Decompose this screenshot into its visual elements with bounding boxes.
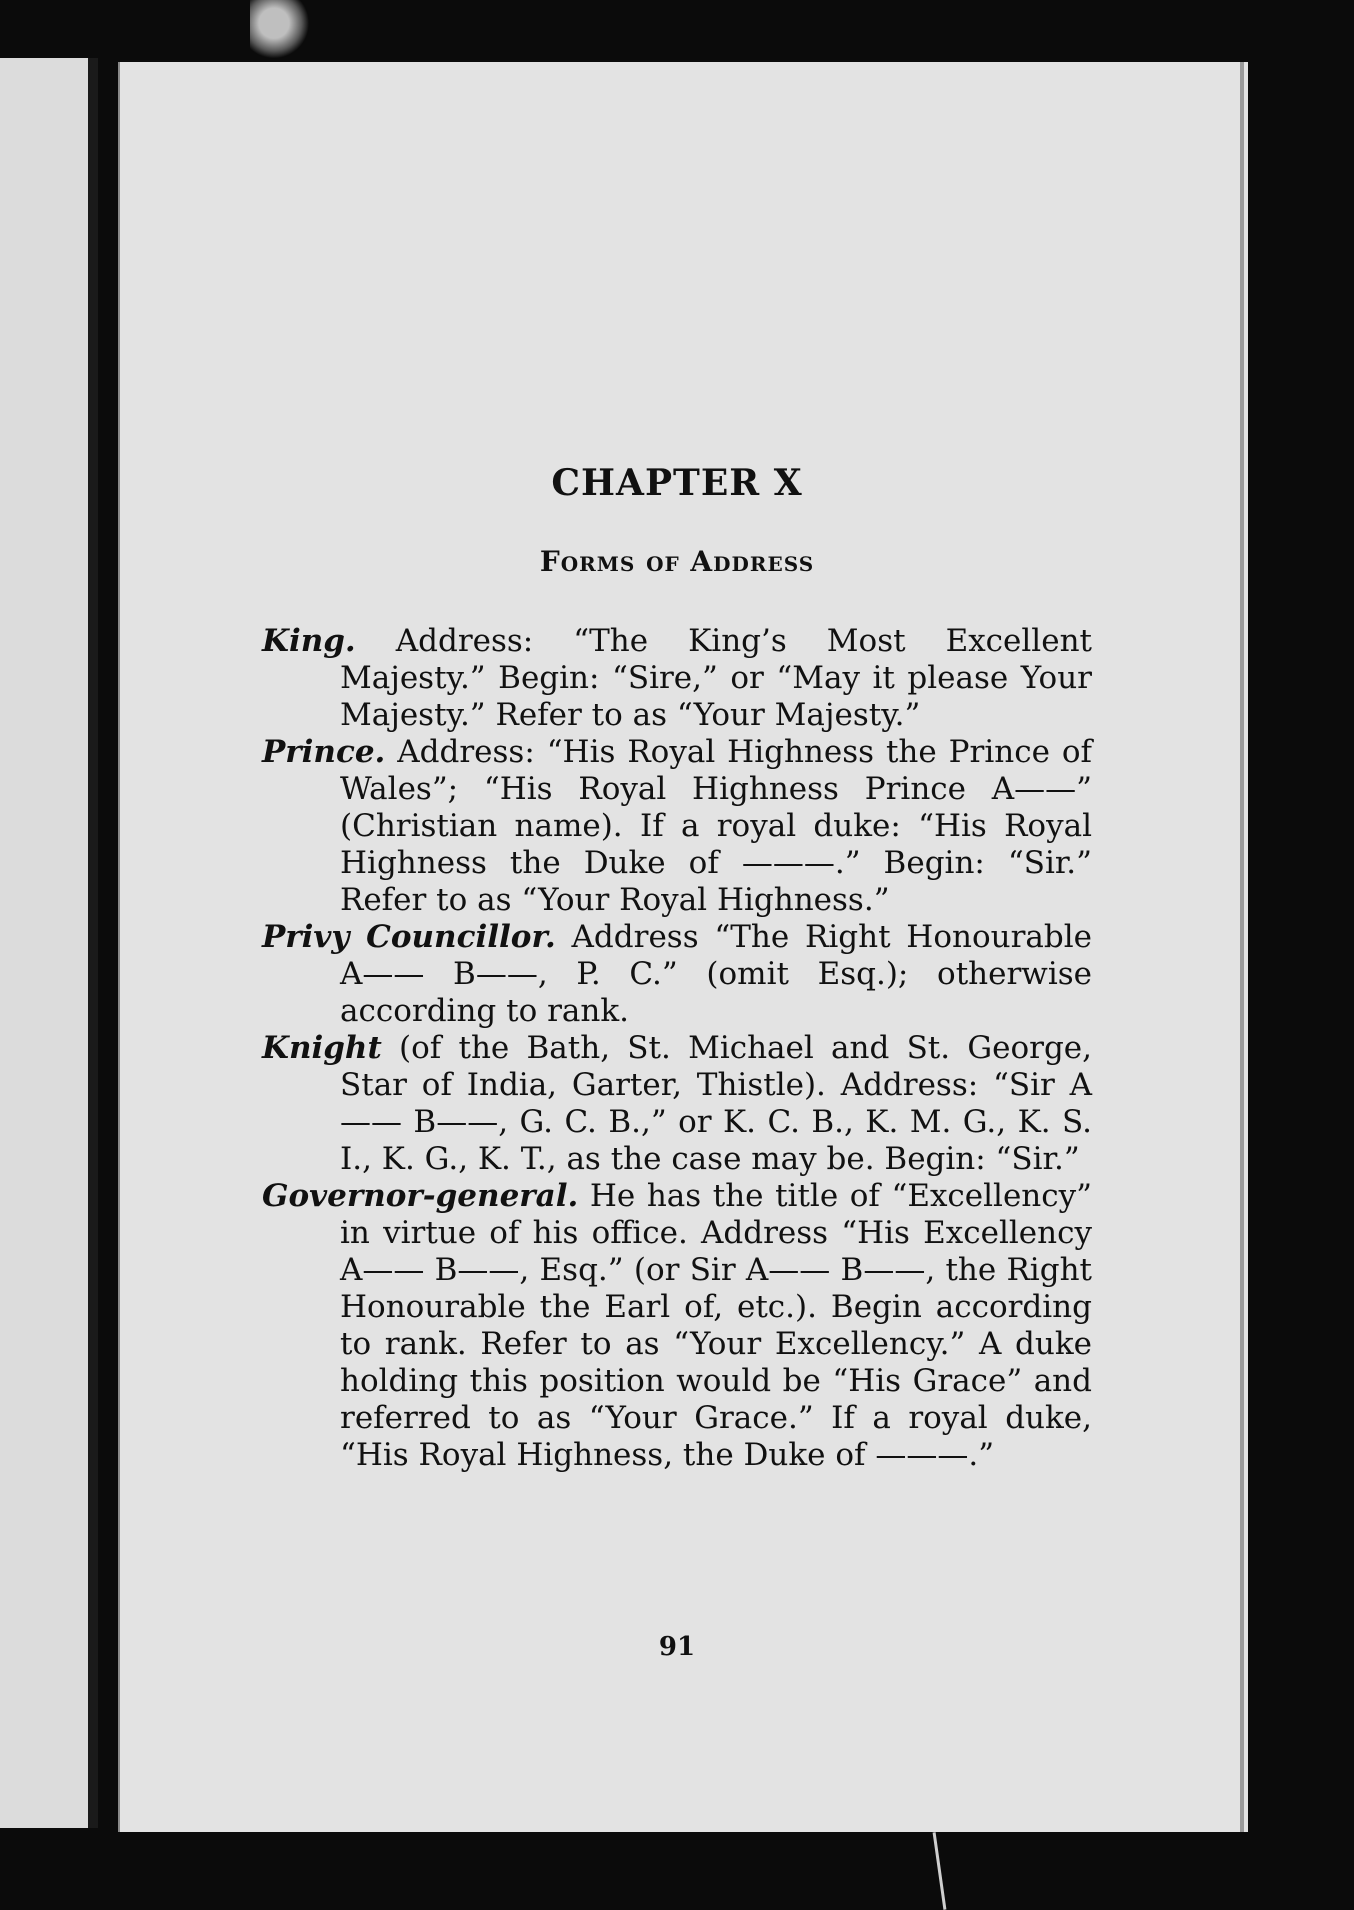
entry-term: Knight — [262, 1030, 382, 1066]
chapter-title: CHAPTER X — [551, 462, 803, 504]
entry-term: Governor-general. — [262, 1178, 579, 1214]
entry-text: Address: “The King’s Most Excellent Majesty.” Begin: “Sire,” or “May it please Your Majesty.” Refer to as “Your Majesty.” — [340, 623, 1092, 733]
entry-term: Prince. — [262, 734, 386, 770]
entries-list — [262, 623, 1092, 1474]
left-page — [0, 58, 96, 1828]
entry-prince — [262, 734, 1092, 919]
entry-text: Address “The Right Honourable A—— B——, P. C.” (omit Esq.); otherwise according to rank. — [340, 919, 1093, 1029]
entry-knight — [262, 1030, 1092, 1178]
scan-artifact-line — [933, 1832, 947, 1910]
entry-text: He has the title of “Excellency” in virtue of his office. Address “His Excellency A—— B——, Esq.” (or Sir A—— B——, the Right Honourable the Earl of, etc.). Begin according to rank. Refer to as “Your Excellency.” A duke holding this position would be “His Grace” and referred to as “Your Grace.” If a royal duke, “His Royal Highness, the Duke of ———.” — [340, 1178, 1092, 1473]
scan-artifact — [250, 0, 310, 58]
page-number: 91 — [658, 1632, 696, 1662]
entry-governor-general — [262, 1178, 1092, 1474]
entry-text: (of the Bath, St. Michael and St. George, Star of India, Garter, Thistle). Address: “Sir A—— B——, G. C. B.,” or K. C. B., K. M. G., K. S. I., K. G., K. T., as the case may be. Begin: “Sir.” — [340, 1030, 1092, 1177]
entry-king — [262, 623, 1092, 734]
book-spine — [88, 58, 98, 1828]
section-title: Forms of Address — [539, 545, 815, 578]
entry-term: King. — [262, 623, 356, 659]
entry-term: Privy Councillor. — [262, 919, 556, 955]
entry-privy-councillor — [262, 919, 1092, 1030]
entry-text: Address: “His Royal Highness the Prince of Wales”; “His Royal Highness Prince A——” (Christian name). If a royal duke: “His Royal Highness the Duke of ———.” Begin: “Sir.” Refer to as “Your Royal Highness.” — [340, 734, 1092, 918]
page-edge — [1240, 62, 1244, 1832]
